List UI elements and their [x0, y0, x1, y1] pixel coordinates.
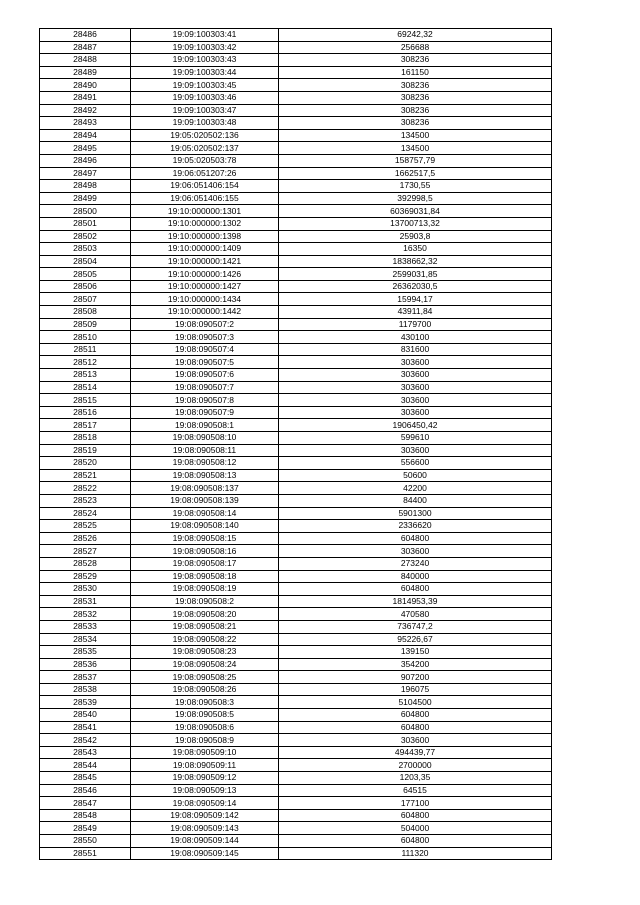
table-row — [40, 658, 552, 671]
row-number-cell: 28535 — [40, 646, 131, 659]
table-row — [40, 432, 552, 445]
value-cell: 303600 — [279, 394, 552, 407]
value-cell: 1838662,32 — [279, 255, 552, 268]
table-row — [40, 822, 552, 835]
table-row — [40, 482, 552, 495]
value-cell: 43911,84 — [279, 306, 552, 319]
value-cell: 303600 — [279, 734, 552, 747]
row-number-cell: 28503 — [40, 243, 131, 256]
row-number-cell: 28494 — [40, 129, 131, 142]
row-number-cell: 28492 — [40, 104, 131, 117]
table-row — [40, 570, 552, 583]
cadastral-number-cell: 19:10:000000:1434 — [131, 293, 279, 306]
value-cell: 831600 — [279, 343, 552, 356]
row-number-cell: 28550 — [40, 835, 131, 848]
table-row — [40, 406, 552, 419]
cadastral-number-cell: 19:08:090508:19 — [131, 583, 279, 596]
cadastral-number-cell: 19:08:090507:3 — [131, 331, 279, 344]
table-row — [40, 79, 552, 92]
table-row — [40, 394, 552, 407]
cadastral-number-cell: 19:08:090509:145 — [131, 847, 279, 860]
table-row — [40, 835, 552, 848]
value-cell: 303600 — [279, 369, 552, 382]
table-row — [40, 280, 552, 293]
table-row — [40, 444, 552, 457]
value-cell: 840000 — [279, 570, 552, 583]
row-number-cell: 28490 — [40, 79, 131, 92]
cadastral-number-cell: 19:08:090509:144 — [131, 835, 279, 848]
row-number-cell: 28533 — [40, 620, 131, 633]
table-row — [40, 520, 552, 533]
cadastral-number-cell: 19:09:100303:41 — [131, 29, 279, 42]
value-cell: 308236 — [279, 117, 552, 130]
value-cell: 25903,8 — [279, 230, 552, 243]
table-row — [40, 331, 552, 344]
cadastral-number-cell: 19:08:090508:25 — [131, 671, 279, 684]
row-number-cell: 28497 — [40, 167, 131, 180]
cadastral-number-cell: 19:06:051406:154 — [131, 180, 279, 193]
cadastral-number-cell: 19:05:020503:78 — [131, 154, 279, 167]
value-cell: 907200 — [279, 671, 552, 684]
value-cell: 308236 — [279, 104, 552, 117]
row-number-cell: 28516 — [40, 406, 131, 419]
row-number-cell: 28511 — [40, 343, 131, 356]
value-cell: 13700713,32 — [279, 217, 552, 230]
row-number-cell: 28530 — [40, 583, 131, 596]
cadastral-number-cell: 19:09:100303:48 — [131, 117, 279, 130]
cadastral-number-cell: 19:08:090509:12 — [131, 772, 279, 785]
row-number-cell: 28488 — [40, 54, 131, 67]
row-number-cell: 28508 — [40, 306, 131, 319]
cadastral-number-cell: 19:08:090508:6 — [131, 721, 279, 734]
value-cell: 42200 — [279, 482, 552, 495]
cadastral-number-cell: 19:08:090508:26 — [131, 683, 279, 696]
cadastral-number-cell: 19:10:000000:1421 — [131, 255, 279, 268]
cadastral-number-cell: 19:10:000000:1398 — [131, 230, 279, 243]
table-row — [40, 709, 552, 722]
row-number-cell: 28543 — [40, 746, 131, 759]
cadastral-number-cell: 19:10:000000:1442 — [131, 306, 279, 319]
row-number-cell: 28487 — [40, 41, 131, 54]
row-number-cell: 28539 — [40, 696, 131, 709]
cadastral-number-cell: 19:08:090507:8 — [131, 394, 279, 407]
row-number-cell: 28501 — [40, 217, 131, 230]
row-number-cell: 28544 — [40, 759, 131, 772]
cadastral-number-cell: 19:08:090508:11 — [131, 444, 279, 457]
value-cell: 303600 — [279, 356, 552, 369]
cadastral-number-cell: 19:08:090508:16 — [131, 545, 279, 558]
cadastral-number-cell: 19:08:090507:2 — [131, 318, 279, 331]
table-row — [40, 117, 552, 130]
table-row — [40, 557, 552, 570]
value-cell: 556600 — [279, 457, 552, 470]
row-number-cell: 28515 — [40, 394, 131, 407]
row-number-cell: 28529 — [40, 570, 131, 583]
row-number-cell: 28496 — [40, 154, 131, 167]
row-number-cell: 28521 — [40, 469, 131, 482]
cadastral-number-cell: 19:08:090508:12 — [131, 457, 279, 470]
row-number-cell: 28519 — [40, 444, 131, 457]
cadastral-number-cell: 19:08:090509:10 — [131, 746, 279, 759]
row-number-cell: 28538 — [40, 683, 131, 696]
value-cell: 308236 — [279, 91, 552, 104]
row-number-cell: 28514 — [40, 381, 131, 394]
table-row — [40, 545, 552, 558]
row-number-cell: 28502 — [40, 230, 131, 243]
value-cell: 84400 — [279, 494, 552, 507]
value-cell: 15994,17 — [279, 293, 552, 306]
row-number-cell: 28526 — [40, 532, 131, 545]
value-cell: 69242,32 — [279, 29, 552, 42]
value-cell: 64515 — [279, 784, 552, 797]
value-cell: 50600 — [279, 469, 552, 482]
row-number-cell: 28534 — [40, 633, 131, 646]
cadastral-number-cell: 19:08:090508:3 — [131, 696, 279, 709]
row-number-cell: 28522 — [40, 482, 131, 495]
cadastral-number-cell: 19:10:000000:1426 — [131, 268, 279, 281]
value-cell: 26362030,5 — [279, 280, 552, 293]
cadastral-number-cell: 19:08:090508:13 — [131, 469, 279, 482]
cadastral-number-cell: 19:08:090509:13 — [131, 784, 279, 797]
table-row — [40, 633, 552, 646]
table-row — [40, 608, 552, 621]
row-number-cell: 28524 — [40, 507, 131, 520]
table-row — [40, 746, 552, 759]
cadastral-number-cell: 19:06:051207:26 — [131, 167, 279, 180]
value-cell: 5901300 — [279, 507, 552, 520]
value-cell: 273240 — [279, 557, 552, 570]
value-cell: 2700000 — [279, 759, 552, 772]
table-row — [40, 356, 552, 369]
cadastral-number-cell: 19:09:100303:42 — [131, 41, 279, 54]
cadastral-number-cell: 19:08:090508:2 — [131, 595, 279, 608]
row-number-cell: 28537 — [40, 671, 131, 684]
table-row — [40, 243, 552, 256]
cadastral-number-cell: 19:08:090508:10 — [131, 432, 279, 445]
table-row — [40, 268, 552, 281]
table-row — [40, 154, 552, 167]
value-cell: 16350 — [279, 243, 552, 256]
value-cell: 177100 — [279, 797, 552, 810]
row-number-cell: 28536 — [40, 658, 131, 671]
row-number-cell: 28486 — [40, 29, 131, 42]
value-cell: 2336620 — [279, 520, 552, 533]
table-row — [40, 734, 552, 747]
value-cell: 303600 — [279, 406, 552, 419]
table-row — [40, 696, 552, 709]
value-cell: 604800 — [279, 809, 552, 822]
value-cell: 303600 — [279, 545, 552, 558]
cadastral-number-cell: 19:09:100303:45 — [131, 79, 279, 92]
table-row — [40, 507, 552, 520]
cadastral-number-cell: 19:08:090508:20 — [131, 608, 279, 621]
cadastral-number-cell: 19:08:090508:24 — [131, 658, 279, 671]
cadastral-number-cell: 19:09:100303:46 — [131, 91, 279, 104]
value-cell: 1203,35 — [279, 772, 552, 785]
table-row — [40, 91, 552, 104]
value-cell: 430100 — [279, 331, 552, 344]
row-number-cell: 28523 — [40, 494, 131, 507]
row-number-cell: 28495 — [40, 142, 131, 155]
value-cell: 2599031,85 — [279, 268, 552, 281]
table-row — [40, 532, 552, 545]
table-row — [40, 646, 552, 659]
value-cell: 196075 — [279, 683, 552, 696]
row-number-cell: 28549 — [40, 822, 131, 835]
cadastral-number-cell: 19:05:020502:137 — [131, 142, 279, 155]
row-number-cell: 28520 — [40, 457, 131, 470]
row-number-cell: 28525 — [40, 520, 131, 533]
table-row — [40, 494, 552, 507]
cadastral-number-cell: 19:09:100303:47 — [131, 104, 279, 117]
row-number-cell: 28540 — [40, 709, 131, 722]
cadastral-number-cell: 19:08:090508:22 — [131, 633, 279, 646]
row-number-cell: 28527 — [40, 545, 131, 558]
row-number-cell: 28491 — [40, 91, 131, 104]
table-row — [40, 29, 552, 42]
table-row — [40, 54, 552, 67]
cadastral-number-cell: 19:08:090508:14 — [131, 507, 279, 520]
row-number-cell: 28512 — [40, 356, 131, 369]
value-cell: 5104500 — [279, 696, 552, 709]
cadastral-number-cell: 19:08:090509:142 — [131, 809, 279, 822]
row-number-cell: 28551 — [40, 847, 131, 860]
table-row — [40, 167, 552, 180]
row-number-cell: 28532 — [40, 608, 131, 621]
value-cell: 1906450,42 — [279, 419, 552, 432]
table-row — [40, 469, 552, 482]
value-cell: 256688 — [279, 41, 552, 54]
table-row — [40, 583, 552, 596]
value-cell: 308236 — [279, 79, 552, 92]
row-number-cell: 28505 — [40, 268, 131, 281]
row-number-cell: 28513 — [40, 369, 131, 382]
table-row — [40, 129, 552, 142]
table-row — [40, 217, 552, 230]
table-row — [40, 230, 552, 243]
cadastral-number-cell: 19:08:090508:17 — [131, 557, 279, 570]
row-number-cell: 28528 — [40, 557, 131, 570]
row-number-cell: 28499 — [40, 192, 131, 205]
table-row — [40, 369, 552, 382]
cadastral-number-cell: 19:08:090508:23 — [131, 646, 279, 659]
cadastral-number-cell: 19:08:090507:7 — [131, 381, 279, 394]
cadastral-number-cell: 19:08:090507:9 — [131, 406, 279, 419]
cadastral-number-cell: 19:08:090508:140 — [131, 520, 279, 533]
value-cell: 604800 — [279, 709, 552, 722]
table-row — [40, 180, 552, 193]
value-cell: 60369031,84 — [279, 205, 552, 218]
value-cell: 470580 — [279, 608, 552, 621]
row-number-cell: 28507 — [40, 293, 131, 306]
row-number-cell: 28541 — [40, 721, 131, 734]
table-row — [40, 41, 552, 54]
table-row — [40, 293, 552, 306]
table-row — [40, 343, 552, 356]
table-row — [40, 620, 552, 633]
table-row — [40, 759, 552, 772]
table-row — [40, 671, 552, 684]
value-cell: 1179700 — [279, 318, 552, 331]
value-cell: 1662517,5 — [279, 167, 552, 180]
value-cell: 504000 — [279, 822, 552, 835]
value-cell: 392998,5 — [279, 192, 552, 205]
row-number-cell: 28531 — [40, 595, 131, 608]
cadastral-number-cell: 19:08:090509:11 — [131, 759, 279, 772]
table-row — [40, 784, 552, 797]
table-row — [40, 205, 552, 218]
value-cell: 736747,2 — [279, 620, 552, 633]
value-cell: 1730,55 — [279, 180, 552, 193]
table-row — [40, 66, 552, 79]
value-cell: 599610 — [279, 432, 552, 445]
value-cell: 604800 — [279, 532, 552, 545]
row-number-cell: 28509 — [40, 318, 131, 331]
cadastral-number-cell: 19:08:090508:1 — [131, 419, 279, 432]
cadastral-number-cell: 19:10:000000:1301 — [131, 205, 279, 218]
table-row — [40, 381, 552, 394]
cadastral-number-cell: 19:08:090507:4 — [131, 343, 279, 356]
value-cell: 1814953,39 — [279, 595, 552, 608]
table-body — [40, 29, 552, 860]
table-row — [40, 683, 552, 696]
cadastral-number-cell: 19:06:051406:155 — [131, 192, 279, 205]
cadastral-number-cell: 19:05:020502:136 — [131, 129, 279, 142]
row-number-cell: 28498 — [40, 180, 131, 193]
value-cell: 604800 — [279, 835, 552, 848]
cadastral-number-cell: 19:08:090508:137 — [131, 482, 279, 495]
table-row — [40, 457, 552, 470]
value-cell: 95226,67 — [279, 633, 552, 646]
table-row — [40, 104, 552, 117]
value-cell: 303600 — [279, 444, 552, 457]
table-row — [40, 809, 552, 822]
cadastral-number-cell: 19:08:090507:6 — [131, 369, 279, 382]
value-cell: 604800 — [279, 721, 552, 734]
cadastral-number-cell: 19:09:100303:43 — [131, 54, 279, 67]
row-number-cell: 28500 — [40, 205, 131, 218]
table-row — [40, 847, 552, 860]
row-number-cell: 28518 — [40, 432, 131, 445]
cadastral-number-cell: 19:09:100303:44 — [131, 66, 279, 79]
cadastral-number-cell: 19:08:090508:18 — [131, 570, 279, 583]
table-row — [40, 255, 552, 268]
cadastral-number-cell: 19:08:090509:14 — [131, 797, 279, 810]
row-number-cell: 28545 — [40, 772, 131, 785]
value-cell: 139150 — [279, 646, 552, 659]
table-row — [40, 797, 552, 810]
row-number-cell: 28489 — [40, 66, 131, 79]
row-number-cell: 28504 — [40, 255, 131, 268]
value-cell: 134500 — [279, 142, 552, 155]
cadastral-number-cell: 19:08:090508:9 — [131, 734, 279, 747]
cadastral-number-cell: 19:08:090508:21 — [131, 620, 279, 633]
table-row — [40, 306, 552, 319]
row-number-cell: 28506 — [40, 280, 131, 293]
table-row — [40, 772, 552, 785]
value-cell: 494439,77 — [279, 746, 552, 759]
value-cell: 354200 — [279, 658, 552, 671]
cadastral-number-cell: 19:08:090507:5 — [131, 356, 279, 369]
value-cell: 303600 — [279, 381, 552, 394]
cadastral-number-cell: 19:08:090508:5 — [131, 709, 279, 722]
table-row — [40, 318, 552, 331]
cadastral-number-cell: 19:08:090509:143 — [131, 822, 279, 835]
cadastral-number-cell: 19:10:000000:1409 — [131, 243, 279, 256]
row-number-cell: 28510 — [40, 331, 131, 344]
table-row — [40, 192, 552, 205]
row-number-cell: 28546 — [40, 784, 131, 797]
value-cell: 111320 — [279, 847, 552, 860]
cadastral-number-cell: 19:08:090508:139 — [131, 494, 279, 507]
cadastral-number-cell: 19:10:000000:1302 — [131, 217, 279, 230]
data-table — [39, 28, 552, 860]
value-cell: 604800 — [279, 583, 552, 596]
cadastral-number-cell: 19:10:000000:1427 — [131, 280, 279, 293]
table-row — [40, 595, 552, 608]
table-row — [40, 142, 552, 155]
row-number-cell: 28542 — [40, 734, 131, 747]
table-row — [40, 721, 552, 734]
row-number-cell: 28493 — [40, 117, 131, 130]
row-number-cell: 28548 — [40, 809, 131, 822]
value-cell: 134500 — [279, 129, 552, 142]
value-cell: 308236 — [279, 54, 552, 67]
table-row — [40, 419, 552, 432]
row-number-cell: 28547 — [40, 797, 131, 810]
row-number-cell: 28517 — [40, 419, 131, 432]
value-cell: 161150 — [279, 66, 552, 79]
cadastral-number-cell: 19:08:090508:15 — [131, 532, 279, 545]
value-cell: 158757,79 — [279, 154, 552, 167]
